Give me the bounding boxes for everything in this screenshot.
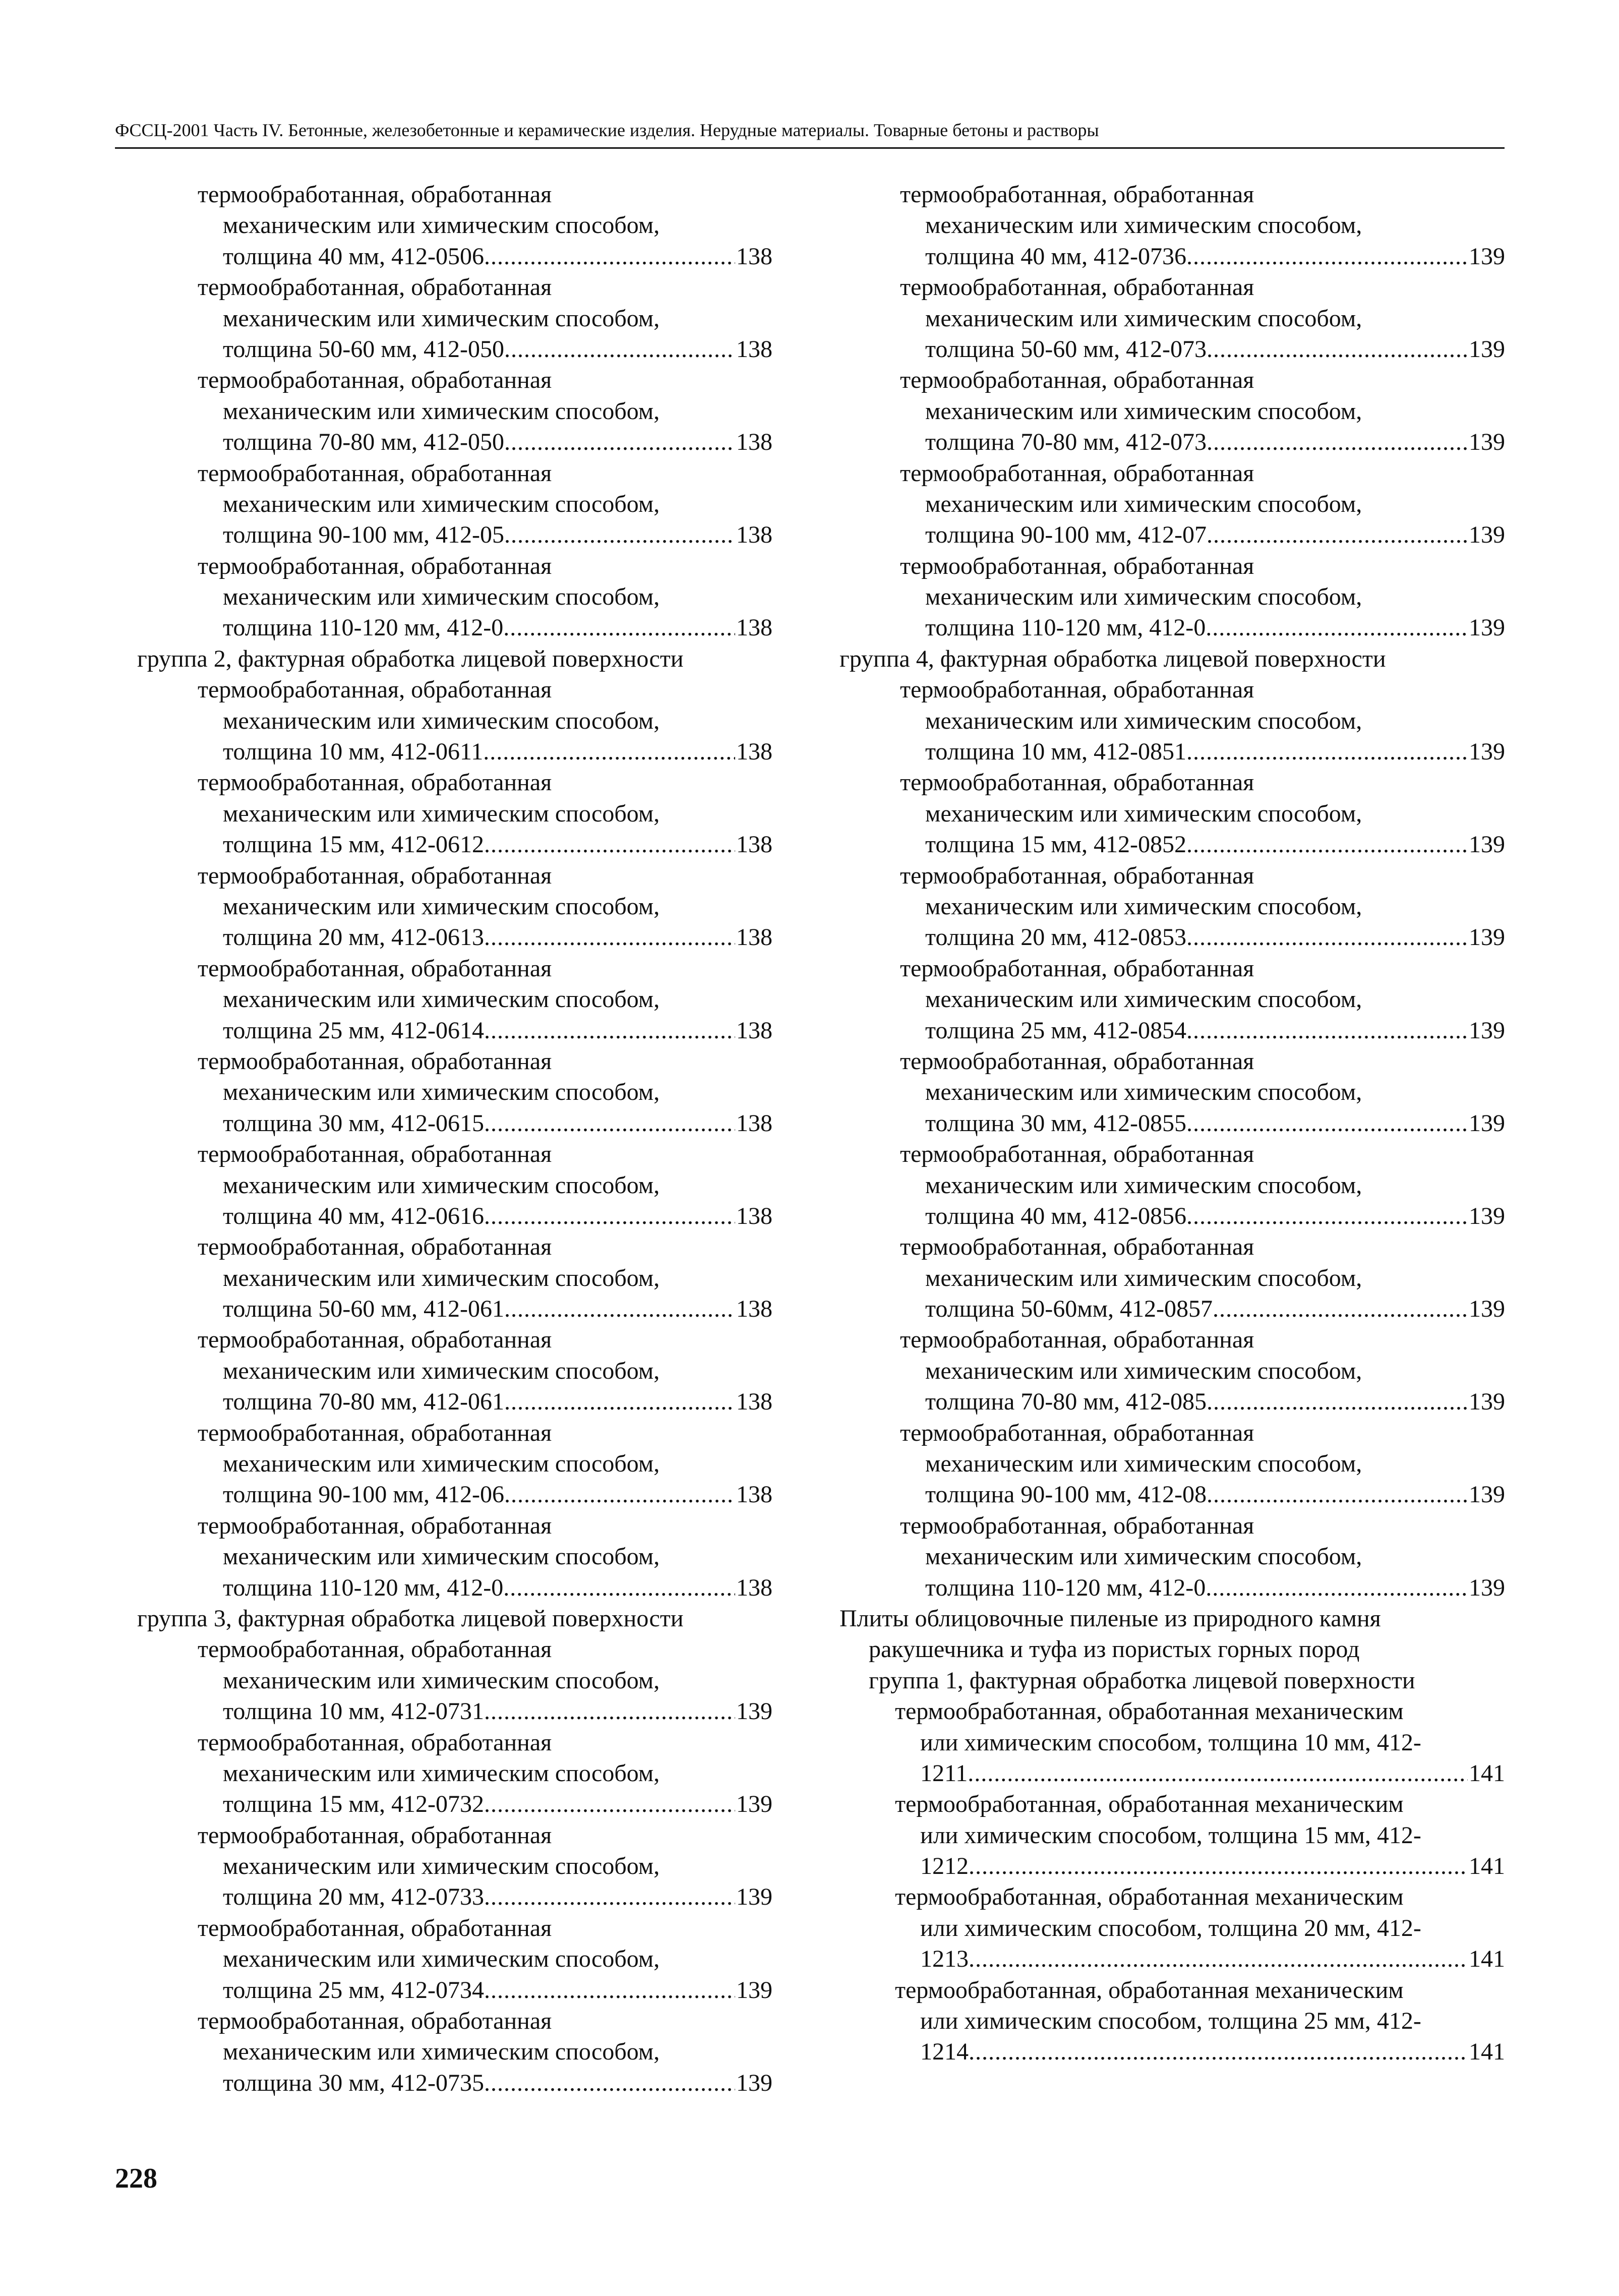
entry-final-text: толщина 15 мм, 412-0852 bbox=[925, 831, 1187, 858]
leader-dots bbox=[504, 1293, 735, 1324]
entry-line: термообработанная, обработанная bbox=[198, 2008, 552, 2035]
index-entry bbox=[840, 1881, 1505, 1974]
index-leader-line bbox=[137, 1015, 772, 1046]
entry-line: термообработанная, обработанная bbox=[900, 676, 1254, 703]
entry-final-text: толщина 30 мм, 412-0615 bbox=[223, 1109, 485, 1137]
entry-line: термообработанная, обработанная bbox=[198, 769, 552, 796]
leader-dots bbox=[484, 1881, 735, 1912]
page-number: 228 bbox=[115, 2163, 157, 2194]
page-ref: 139 bbox=[1469, 1481, 1505, 1508]
entry-line: механическим или химическим способом, bbox=[223, 490, 660, 517]
entry-final-text: толщина 40 мм, 412-0856 bbox=[925, 1202, 1187, 1229]
entry-final-text: толщина 25 мм, 412-0854 bbox=[925, 1017, 1187, 1044]
entry-final-text: толщина 50-60мм, 412-0857 bbox=[925, 1296, 1213, 1323]
entry-line: термообработанная, обработанная bbox=[900, 1233, 1254, 1261]
group-heading: группа 4, фактурная обработка лицевой поверхности bbox=[840, 645, 1386, 672]
leader-dots bbox=[484, 241, 735, 272]
leader-dots bbox=[484, 1975, 735, 2006]
index-leader-line bbox=[840, 1479, 1505, 1510]
index-entry bbox=[840, 1139, 1505, 1231]
index-leader-line bbox=[840, 1108, 1505, 1139]
entry-line: термообработанная, обработанная bbox=[198, 676, 552, 703]
index-entry bbox=[137, 674, 772, 767]
entry-line: механическим или химическим способом, bbox=[223, 583, 660, 611]
index-leader-line bbox=[137, 922, 772, 953]
entry-line: механическим или химическим способом, bbox=[925, 986, 1362, 1013]
leader-dots bbox=[1206, 612, 1468, 643]
header-rule bbox=[115, 147, 1505, 149]
page-ref: 138 bbox=[736, 1017, 772, 1044]
entry-final-text: 1212 bbox=[920, 1853, 969, 1880]
index-entry bbox=[137, 272, 772, 365]
entry-final-text: толщина 110-120 мм, 412-0 bbox=[223, 1574, 504, 1601]
index-leader-line bbox=[137, 1975, 772, 2006]
page-ref: 138 bbox=[736, 521, 772, 549]
entry-final-text: толщина 110-120 мм, 412-0 bbox=[925, 614, 1206, 641]
leader-dots bbox=[484, 1015, 735, 1046]
index-entry bbox=[840, 179, 1505, 272]
index-leader-line bbox=[137, 334, 772, 365]
page-ref: 138 bbox=[736, 243, 772, 270]
page-ref: 139 bbox=[736, 1976, 772, 2004]
page-ref: 139 bbox=[1469, 1109, 1505, 1137]
entry-line: термообработанная, обработанная bbox=[198, 1636, 552, 1663]
entry-line: термообработанная, обработанная bbox=[198, 459, 552, 487]
leader-dots bbox=[968, 1758, 1468, 1789]
entry-line: термообработанная, обработанная bbox=[198, 1729, 552, 1756]
leader-dots bbox=[484, 829, 735, 860]
index-entry bbox=[137, 767, 772, 860]
entry-line: термообработанная, обработанная bbox=[198, 955, 552, 982]
leader-dots bbox=[504, 1479, 735, 1510]
entry-line: механическим или химическим способом, bbox=[223, 1543, 660, 1570]
leader-dots bbox=[484, 1789, 735, 1819]
index-leader-line bbox=[137, 1386, 772, 1417]
index-leader-line bbox=[840, 241, 1505, 272]
index-leader-line bbox=[840, 1572, 1505, 1603]
entry-line: механическим или химическим способом, bbox=[223, 707, 660, 734]
index-entry bbox=[840, 551, 1505, 643]
index-leader-line bbox=[137, 427, 772, 457]
entry-line: термообработанная, обработанная bbox=[198, 1512, 552, 1539]
entry-final-text: толщина 20 мм, 412-0613 bbox=[223, 924, 485, 951]
entry-line: термообработанная, обработанная bbox=[900, 552, 1254, 579]
entry-line: механическим или химическим способом, bbox=[925, 397, 1362, 425]
index-entry bbox=[840, 458, 1505, 551]
leader-dots bbox=[1186, 1015, 1468, 1046]
entry-final-text: 1211 bbox=[920, 1759, 968, 1787]
entry-line: термообработанная, обработанная механическим bbox=[895, 1791, 1404, 1818]
entry-final-text: толщина 50-60 мм, 412-073 bbox=[925, 335, 1207, 363]
entry-line: термообработанная, обработанная bbox=[198, 1914, 552, 1941]
entry-final-text: толщина 90-100 мм, 412-08 bbox=[925, 1481, 1207, 1508]
index-entry bbox=[137, 1139, 772, 1231]
entry-line: механическим или химическим способом, bbox=[223, 1357, 660, 1384]
leader-dots bbox=[1186, 1201, 1468, 1231]
page-ref: 139 bbox=[1469, 521, 1505, 549]
entry-final-text: толщина 50-60 мм, 412-050 bbox=[223, 335, 505, 363]
entry-final-text: толщина 70-80 мм, 412-073 bbox=[925, 429, 1207, 456]
entry-line: механическим или химическим способом, bbox=[223, 2038, 660, 2066]
index-leader-line bbox=[840, 1201, 1505, 1231]
entry-line: механическим или химическим способом, bbox=[223, 1946, 660, 1973]
leader-dots bbox=[1186, 241, 1468, 272]
entry-line: термообработанная, обработанная bbox=[900, 1419, 1254, 1446]
leader-dots bbox=[1186, 736, 1468, 767]
page-ref: 138 bbox=[736, 335, 772, 363]
index-leader-line bbox=[840, 1851, 1505, 1881]
entry-line: термообработанная, обработанная bbox=[900, 459, 1254, 487]
index-entry bbox=[840, 1789, 1505, 1881]
leader-dots bbox=[1213, 1293, 1468, 1324]
leader-dots bbox=[484, 922, 735, 953]
index-entry bbox=[840, 953, 1505, 1046]
entry-line: механическим или химическим способом, bbox=[223, 986, 660, 1013]
entry-line: механическим или химическим способом, bbox=[925, 1264, 1362, 1291]
leader-dots bbox=[969, 2036, 1468, 2067]
index-leader-line bbox=[137, 829, 772, 860]
index-entry bbox=[137, 1418, 772, 1510]
entry-final-text: толщина 15 мм, 412-0732 bbox=[223, 1791, 485, 1818]
index-entry bbox=[840, 860, 1505, 953]
entry-line: механическим или химическим способом, bbox=[925, 1357, 1362, 1384]
leader-dots bbox=[504, 519, 735, 550]
entry-line: механическим или химическим способом, bbox=[223, 1667, 660, 1694]
entry-line: термообработанная, обработанная bbox=[900, 181, 1254, 208]
entry-final-text: толщина 30 мм, 412-0855 bbox=[925, 1109, 1187, 1137]
page-ref: 138 bbox=[736, 1296, 772, 1323]
index-entry bbox=[840, 674, 1505, 767]
page-ref: 138 bbox=[736, 1202, 772, 1229]
entry-line: механическим или химическим способом, bbox=[925, 1079, 1362, 1106]
page-ref: 139 bbox=[1469, 1296, 1505, 1323]
entry-line: или химическим способом, толщина 15 мм, 412- bbox=[920, 1821, 1421, 1849]
entry-final-text: толщина 90-100 мм, 412-05 bbox=[223, 521, 505, 549]
page-ref: 141 bbox=[1469, 1759, 1505, 1787]
entry-line: термообработанная, обработанная bbox=[900, 1326, 1254, 1353]
index-entry bbox=[137, 1913, 772, 2006]
index-leader-line bbox=[840, 1386, 1505, 1417]
entry-line: механическим или химическим способом, bbox=[925, 1543, 1362, 1570]
entry-line: механическим или химическим способом, bbox=[223, 1264, 660, 1291]
index-entry bbox=[840, 272, 1505, 365]
entry-line: механическим или химическим способом, bbox=[223, 1079, 660, 1106]
running-header: ФССЦ-2001 Часть IV. Бетонные, железобетонные и керамические изделия. Нерудные материалы. Товарные бетоны и растворы bbox=[115, 120, 1099, 140]
page-ref: 138 bbox=[736, 831, 772, 858]
page-ref: 139 bbox=[1469, 429, 1505, 456]
entry-line: термообработанная, обработанная механическим bbox=[895, 1883, 1404, 1911]
entry-line: механическим или химическим способом, bbox=[223, 893, 660, 920]
entry-line: термообработанная, обработанная bbox=[198, 1419, 552, 1446]
entry-final-text: толщина 50-60 мм, 412-061 bbox=[223, 1296, 505, 1323]
index-leader-line bbox=[840, 922, 1505, 953]
index-leader-line bbox=[137, 1572, 772, 1603]
entry-line: термообработанная, обработанная bbox=[900, 862, 1254, 889]
page-ref: 139 bbox=[1469, 335, 1505, 363]
index-entry bbox=[137, 2006, 772, 2098]
index-entry bbox=[137, 365, 772, 457]
entry-final-text: толщина 90-100 мм, 412-06 bbox=[223, 1481, 505, 1508]
entry-final-text: толщина 110-120 мм, 412-0 bbox=[925, 1574, 1206, 1601]
entry-final-text: толщина 70-80 мм, 412-085 bbox=[925, 1388, 1207, 1416]
entry-final-text: толщина 15 мм, 412-0612 bbox=[223, 831, 485, 858]
index-entry bbox=[840, 1418, 1505, 1510]
entry-line: термообработанная, обработанная bbox=[900, 367, 1254, 394]
entry-line: механическим или химическим способом, bbox=[223, 800, 660, 827]
entry-line: термообработанная, обработанная bbox=[900, 1047, 1254, 1075]
entry-line: термообработанная, обработанная механическим bbox=[895, 1976, 1404, 2004]
page-ref: 141 bbox=[1469, 2038, 1505, 2066]
entry-line: термообработанная, обработанная bbox=[198, 274, 552, 301]
group-heading: группа 1, фактурная обработка лицевой поверхности bbox=[869, 1667, 1415, 1694]
right-column bbox=[840, 179, 1505, 2068]
index-leader-line bbox=[137, 1789, 772, 1819]
entry-line: механическим или химическим способом, bbox=[223, 1171, 660, 1199]
entry-line: или химическим способом, толщина 25 мм, 412- bbox=[920, 2008, 1421, 2035]
leader-dots bbox=[1206, 1572, 1468, 1603]
entry-final-text: толщина 25 мм, 412-0734 bbox=[223, 1976, 485, 2004]
page-ref: 138 bbox=[736, 1109, 772, 1137]
leader-dots bbox=[504, 334, 735, 365]
page-ref: 139 bbox=[1469, 1202, 1505, 1229]
entry-line: термообработанная, обработанная bbox=[198, 1326, 552, 1353]
page-ref: 141 bbox=[1469, 1946, 1505, 1973]
group-heading: группа 3, фактурная обработка лицевой поверхности bbox=[137, 1605, 684, 1632]
entry-line: механическим или химическим способом, bbox=[925, 212, 1362, 239]
entry-line: механическим или химическим способом, bbox=[925, 490, 1362, 517]
entry-line: механическим или химическим способом, bbox=[925, 707, 1362, 734]
leader-dots bbox=[503, 1572, 735, 1603]
entry-line: механическим или химическим способом, bbox=[925, 305, 1362, 332]
entry-final-text: 1214 bbox=[920, 2038, 969, 2066]
index-leader-line bbox=[840, 1293, 1505, 1324]
entry-line: механическим или химическим способом, bbox=[925, 800, 1362, 827]
leader-dots bbox=[483, 736, 735, 767]
category-line: Плиты облицовочные пиленые из природного камня bbox=[840, 1605, 1381, 1632]
entry-line: термообработанная, обработанная bbox=[198, 1047, 552, 1075]
group-heading: группа 2, фактурная обработка лицевой поверхности bbox=[137, 645, 684, 672]
index-leader-line bbox=[840, 2036, 1505, 2067]
index-entry bbox=[840, 1975, 1505, 2068]
page-ref: 138 bbox=[736, 1574, 772, 1601]
entry-line: термообработанная, обработанная bbox=[198, 862, 552, 889]
index-entry bbox=[137, 1634, 772, 1727]
index-entry bbox=[137, 1324, 772, 1417]
index-entry bbox=[137, 1727, 772, 1820]
page-ref: 139 bbox=[1469, 1574, 1505, 1601]
entry-line: термообработанная, обработанная bbox=[900, 769, 1254, 796]
entry-final-text: толщина 20 мм, 412-0733 bbox=[223, 1883, 485, 1911]
index-leader-line bbox=[137, 241, 772, 272]
page-ref: 139 bbox=[1469, 738, 1505, 766]
entry-line: механическим или химическим способом, bbox=[925, 893, 1362, 920]
leader-dots bbox=[1207, 1386, 1468, 1417]
entry-line: механическим или химическим способом, bbox=[925, 583, 1362, 611]
entry-final-text: толщина 90-100 мм, 412-07 bbox=[925, 521, 1207, 549]
entry-line: механическим или химическим способом, bbox=[223, 1450, 660, 1478]
entry-line: механическим или химическим способом, bbox=[925, 1171, 1362, 1199]
entry-line: термообработанная, обработанная bbox=[198, 1821, 552, 1849]
entry-final-text: толщина 10 мм, 412-0731 bbox=[223, 1698, 485, 1725]
leader-dots bbox=[1207, 1479, 1468, 1510]
index-entry bbox=[137, 1231, 772, 1324]
page-ref: 138 bbox=[736, 1481, 772, 1508]
leader-dots bbox=[1207, 519, 1468, 550]
index-entry bbox=[840, 1231, 1505, 1324]
entry-line: термообработанная, обработанная механическим bbox=[895, 1698, 1404, 1725]
entry-line: термообработанная, обработанная bbox=[198, 367, 552, 394]
leader-dots bbox=[1207, 334, 1468, 365]
index-leader-line bbox=[840, 736, 1505, 767]
page-ref: 139 bbox=[1469, 1017, 1505, 1044]
index-leader-line bbox=[840, 829, 1505, 860]
index-leader-line bbox=[840, 427, 1505, 457]
index-entry bbox=[840, 1324, 1505, 1417]
index-entry bbox=[840, 365, 1505, 457]
page-ref: 139 bbox=[1469, 1388, 1505, 1416]
entry-line: термообработанная, обработанная bbox=[198, 1141, 552, 1168]
entry-final-text: толщина 70-80 мм, 412-061 bbox=[223, 1388, 505, 1416]
index-leader-line bbox=[137, 1108, 772, 1139]
entry-line: механическим или химическим способом, bbox=[223, 397, 660, 425]
leader-dots bbox=[1207, 427, 1468, 457]
entry-line: механическим или химическим способом, bbox=[223, 1853, 660, 1880]
index-entry bbox=[137, 1510, 772, 1603]
leader-dots bbox=[484, 1201, 735, 1231]
index-leader-line bbox=[137, 1881, 772, 1912]
index-leader-line bbox=[840, 1944, 1505, 1974]
index-entry bbox=[137, 458, 772, 551]
entry-line: механическим или химическим способом, bbox=[223, 212, 660, 239]
index-entry bbox=[840, 1696, 1505, 1789]
entry-line: термообработанная, обработанная bbox=[198, 181, 552, 208]
left-column bbox=[137, 179, 772, 2098]
leader-dots bbox=[504, 427, 735, 457]
index-leader-line bbox=[840, 519, 1505, 550]
entry-final-text: толщина 10 мм, 412-0611 bbox=[223, 738, 484, 766]
index-leader-line bbox=[137, 2068, 772, 2098]
index-entry bbox=[840, 1510, 1505, 1603]
entry-line: термообработанная, обработанная bbox=[900, 1141, 1254, 1168]
entry-final-text: толщина 40 мм, 412-0736 bbox=[925, 243, 1187, 270]
page-ref: 139 bbox=[736, 1791, 772, 1818]
leader-dots bbox=[484, 2068, 735, 2098]
page-ref: 139 bbox=[1469, 924, 1505, 951]
index-entry bbox=[840, 767, 1505, 860]
page-ref: 139 bbox=[736, 1698, 772, 1725]
entry-final-text: толщина 20 мм, 412-0853 bbox=[925, 924, 1187, 951]
index-entry bbox=[137, 860, 772, 953]
entry-final-text: толщина 10 мм, 412-0851 bbox=[925, 738, 1187, 766]
entry-final-text: 1213 bbox=[920, 1946, 969, 1973]
entry-line: термообработанная, обработанная bbox=[900, 955, 1254, 982]
entry-line: термообработанная, обработанная bbox=[198, 552, 552, 579]
leader-dots bbox=[1186, 922, 1468, 953]
index-entry bbox=[137, 179, 772, 272]
entry-final-text: толщина 70-80 мм, 412-050 bbox=[223, 429, 505, 456]
page-ref: 141 bbox=[1469, 1853, 1505, 1880]
leader-dots bbox=[503, 612, 735, 643]
index-entry bbox=[137, 1820, 772, 1913]
page-ref: 138 bbox=[736, 429, 772, 456]
leader-dots bbox=[969, 1944, 1468, 1974]
entry-line: термообработанная, обработанная bbox=[198, 1233, 552, 1261]
leader-dots bbox=[1186, 829, 1468, 860]
page-ref: 139 bbox=[1469, 831, 1505, 858]
index-leader-line bbox=[137, 1293, 772, 1324]
index-leader-line bbox=[137, 1696, 772, 1727]
entry-line: или химическим способом, толщина 20 мм, 412- bbox=[920, 1914, 1421, 1941]
leader-dots bbox=[484, 1108, 735, 1139]
entry-line: термообработанная, обработанная bbox=[900, 274, 1254, 301]
page-ref: 139 bbox=[1469, 614, 1505, 641]
leader-dots bbox=[484, 1696, 735, 1727]
entry-line: механическим или химическим способом, bbox=[925, 1450, 1362, 1478]
page-ref: 139 bbox=[736, 1883, 772, 1911]
index-leader-line bbox=[840, 1015, 1505, 1046]
entry-final-text: толщина 40 мм, 412-0506 bbox=[223, 243, 485, 270]
index-leader-line bbox=[137, 736, 772, 767]
index-entry bbox=[137, 953, 772, 1046]
page-ref: 138 bbox=[736, 614, 772, 641]
entry-line: механическим или химическим способом, bbox=[223, 1759, 660, 1787]
index-leader-line bbox=[840, 334, 1505, 365]
index-entry bbox=[137, 1046, 772, 1139]
category-line: ракушечника и туфа из пористых горных пород bbox=[869, 1636, 1360, 1663]
index-leader-line bbox=[137, 1201, 772, 1231]
index-leader-line bbox=[840, 612, 1505, 643]
page-ref: 139 bbox=[1469, 243, 1505, 270]
leader-dots bbox=[969, 1851, 1468, 1881]
page-ref: 138 bbox=[736, 1388, 772, 1416]
index-leader-line bbox=[840, 1758, 1505, 1789]
entry-final-text: толщина 40 мм, 412-0616 bbox=[223, 1202, 485, 1229]
entry-line: или химическим способом, толщина 10 мм, 412- bbox=[920, 1729, 1421, 1756]
page-ref: 138 bbox=[736, 924, 772, 951]
entry-final-text: толщина 110-120 мм, 412-0 bbox=[223, 614, 504, 641]
entry-final-text: толщина 30 мм, 412-0735 bbox=[223, 2069, 485, 2096]
index-entry bbox=[137, 551, 772, 643]
leader-dots bbox=[1186, 1108, 1468, 1139]
entry-line: термообработанная, обработанная bbox=[900, 1512, 1254, 1539]
page-ref: 138 bbox=[736, 738, 772, 766]
entry-final-text: толщина 25 мм, 412-0614 bbox=[223, 1017, 485, 1044]
entry-line: механическим или химическим способом, bbox=[223, 305, 660, 332]
index-leader-line bbox=[137, 612, 772, 643]
index-leader-line bbox=[137, 519, 772, 550]
page-ref: 139 bbox=[736, 2069, 772, 2096]
leader-dots bbox=[504, 1386, 735, 1417]
index-leader-line bbox=[137, 1479, 772, 1510]
index-entry bbox=[840, 1046, 1505, 1139]
category-heading bbox=[840, 1603, 1505, 1665]
